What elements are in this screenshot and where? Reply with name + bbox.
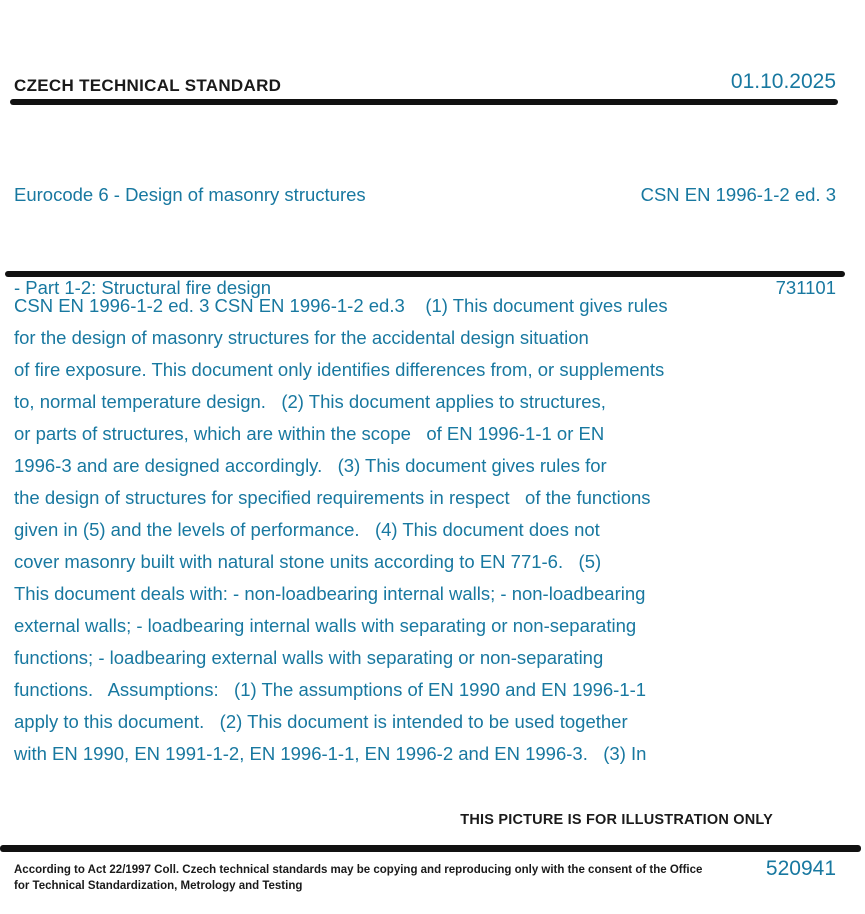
illustration-only-notice: THIS PICTURE IS FOR ILLUSTRATION ONLY [460, 812, 773, 828]
abstract-line: of fire exposure. This document only identifies differences from, or supplements [14, 359, 665, 380]
abstract-line: external walls; - loadbearing internal walls with separating or non-separating [14, 615, 637, 636]
abstract-line: the design of structures for specified requirements in respect of the functions [14, 487, 651, 508]
abstract-line: with EN 1990, EN 1991-1-2, EN 1996-1-1, EN 1996-2 and EN 1996-3. (3) In [14, 743, 647, 764]
standard-designation: CSN EN 1996-1-2 ed. 3 [640, 184, 836, 205]
abstract-line: or parts of structures, which are within the scope of EN 1996-1-1 or EN [14, 423, 605, 444]
abstract-line: 1996-3 and are designed accordingly. (3) This document gives rules for [14, 455, 607, 476]
abstract-line: cover masonry built with natural stone units according to EN 771-6. (5) [14, 551, 602, 572]
abstract-line: CSN EN 1996-1-2 ed. 3 CSN EN 1996-1-2 ed.3 (1) This document gives rules [14, 295, 668, 316]
copyright-line-2: for Technical Standardization, Metrology and Testing [14, 880, 303, 892]
standard-type-label: CZECH TECHNICAL STANDARD [14, 76, 282, 95]
abstract-line: apply to this document. (2) This document is intended to be used together [14, 711, 628, 732]
document-title-line-1: Eurocode 6 - Design of masonry structures [14, 184, 366, 205]
abstract-text [14, 290, 814, 770]
abstract-line: to, normal temperature design. (2) This document applies to structures, [14, 391, 606, 412]
document-title-line-2: - Part 1-2: Structural fire design [14, 277, 272, 298]
copyright-notice [14, 862, 703, 894]
header-divider-rule [10, 99, 838, 105]
abstract-line: This document deals with: - non-loadbearing internal walls; - non-loadbearing [14, 583, 646, 604]
copyright-line-1: According to Act 22/1997 Coll. Czech technical standards may be copying and reproducing only with the consent of the Office [14, 864, 703, 876]
order-number: 520941 [765, 857, 836, 880]
issue-date: 01.10.2025 [730, 70, 836, 93]
abstract-line: given in (5) and the levels of performance. (4) This document does not [14, 519, 600, 540]
abstract-line: for the design of masonry structures for the accidental design situation [14, 327, 589, 348]
abstract-line: functions; - loadbearing external walls with separating or non-separating [14, 647, 604, 668]
body-divider-rule [5, 271, 845, 277]
abstract-line: functions. Assumptions: (1) The assumptions of EN 1990 and EN 1996-1-1 [14, 679, 647, 700]
classification-number: 731101 [775, 277, 836, 298]
footer-divider-rule [0, 845, 861, 852]
